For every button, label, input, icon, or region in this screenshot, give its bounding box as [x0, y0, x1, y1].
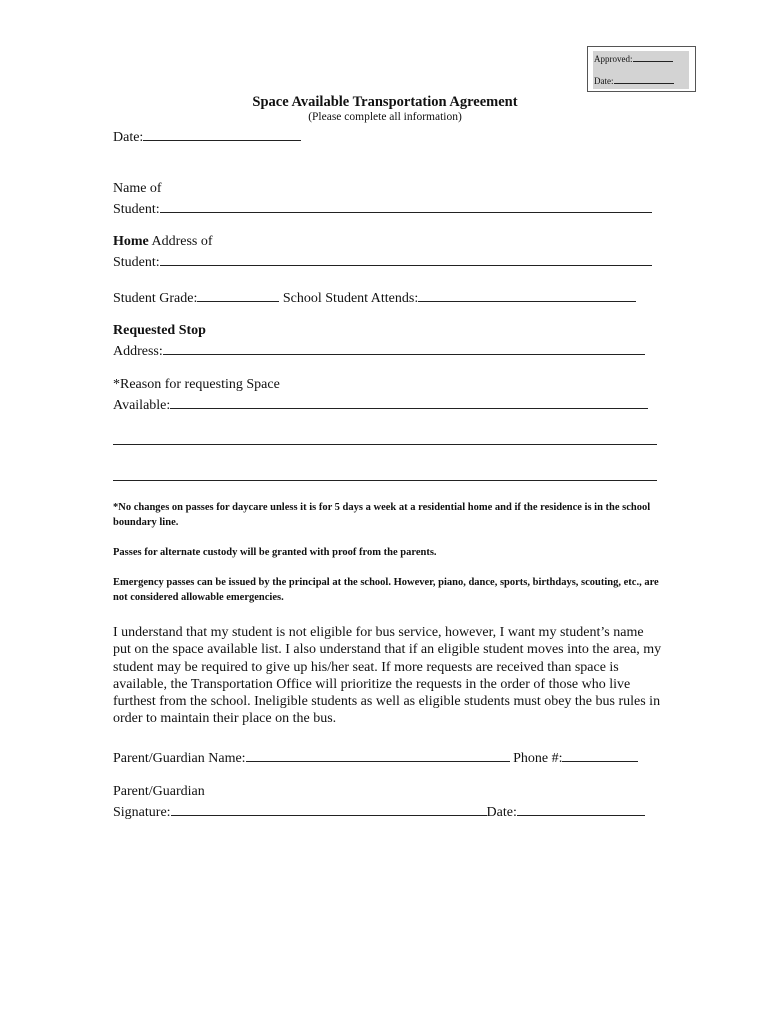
guardian-name-label: Parent/Guardian Name:	[113, 751, 246, 766]
reason-available-label: Available:	[113, 398, 171, 413]
custody-note: Passes for alternate custody will be granted with proof from the parents.	[113, 547, 437, 558]
name-label-line	[113, 180, 162, 198]
guardian-name-field[interactable]	[246, 747, 510, 762]
requested-stop-label: Requested Stop	[113, 323, 206, 338]
approval-date-line	[594, 75, 674, 86]
stop-address-field[interactable]	[163, 340, 645, 355]
signature-label: Signature:	[113, 805, 171, 820]
approval-date-field[interactable]	[614, 75, 674, 84]
date-row	[113, 126, 301, 147]
stop-label-line	[113, 322, 206, 340]
reason-row	[113, 394, 648, 415]
name-label: Name of	[113, 181, 162, 196]
grade-school-row	[113, 287, 636, 308]
signature-field[interactable]	[171, 801, 487, 816]
emergency-note: Emergency passes can be issued by the principal at the school. However, piano, dance, sports, birthdays, scouting, etc., are not considered allowable emergencies.	[113, 577, 659, 603]
guardian-name-row	[113, 747, 638, 768]
reason-field[interactable]	[170, 394, 648, 409]
stop-address-row	[113, 340, 645, 361]
phone-field[interactable]	[562, 747, 638, 762]
home-address-label: Address of	[148, 234, 213, 249]
student-name-label: Student:	[113, 202, 160, 217]
agreement-paragraph: I understand that my student is not eligible for bus service, however, I want my student’s name put on the space available list. I also understand that if an eligible student moves into the area, my student may be required to give up his/her seat. If more requests are received than space is available, the Transportation Office will prioritize the requests in the order of those who live furthest from the school. Ineligible students as well as eligible students must obey the bus rules in order to maintain their place on the bus.	[113, 625, 662, 727]
reason-label-line	[113, 376, 280, 394]
guardian-label-line	[113, 783, 205, 801]
guardian-label: Parent/Guardian	[113, 784, 205, 799]
page-subtitle: (Please complete all information)	[308, 111, 462, 123]
home-student-label: Student:	[113, 255, 160, 270]
reason-extra-line-2[interactable]	[113, 480, 657, 481]
reason-label: *Reason for requesting Space	[113, 377, 280, 392]
approved-field[interactable]	[633, 53, 673, 62]
home-label-line	[113, 233, 213, 251]
home-address-row	[113, 251, 652, 272]
page-title: Space Available Transportation Agreement	[252, 94, 518, 110]
date-field[interactable]	[143, 126, 301, 141]
student-name-field[interactable]	[160, 198, 652, 213]
approved-label: Approved:	[594, 54, 633, 64]
signature-date-field[interactable]	[517, 801, 645, 816]
home-bold-label: Home	[113, 234, 149, 249]
approved-line	[594, 53, 673, 64]
student-name-row	[113, 198, 652, 219]
date-label: Date:	[113, 130, 144, 145]
grade-label: Student Grade:	[113, 291, 198, 306]
signature-row	[113, 801, 645, 822]
approval-box	[587, 46, 696, 92]
phone-label: Phone #:	[509, 751, 563, 766]
signature-date-label: Date:	[486, 805, 517, 820]
home-address-field[interactable]	[160, 251, 652, 266]
stop-address-label: Address:	[113, 344, 163, 359]
school-label: School Student Attends:	[279, 291, 419, 306]
school-field[interactable]	[418, 287, 636, 302]
reason-extra-line-1[interactable]	[113, 444, 657, 445]
daycare-note: *No changes on passes for daycare unless it is for 5 days a week at a residential home and if the residence is in the school boundary line.	[113, 502, 651, 528]
grade-field[interactable]	[197, 287, 279, 302]
approval-date-label: Date:	[594, 76, 614, 86]
